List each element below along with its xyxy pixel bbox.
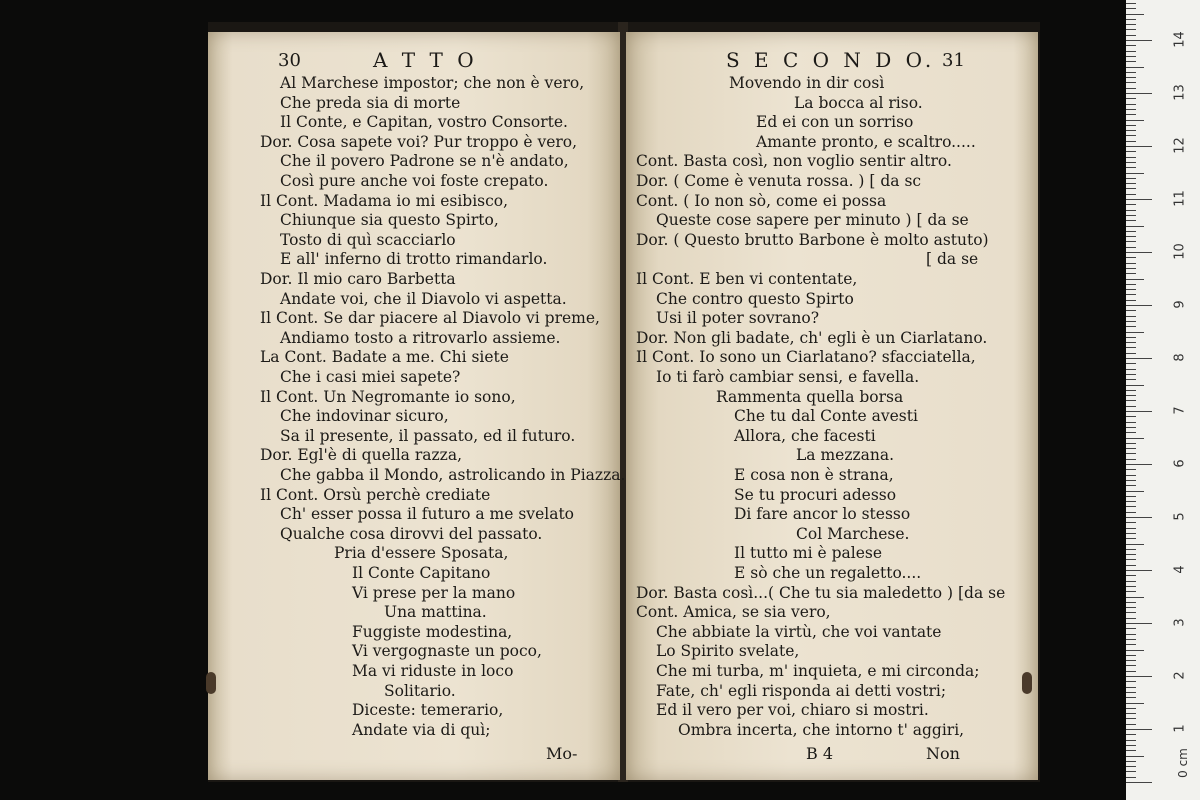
ruler-tick <box>1126 162 1136 163</box>
text-line: Ed ei con un sorriso <box>756 113 914 132</box>
text-line: Che il povero Padrone se n'è andato, <box>280 152 569 171</box>
ruler-tick <box>1126 687 1136 688</box>
ruler-tick <box>1126 385 1144 386</box>
text-line: Rammenta quella borsa <box>716 387 904 406</box>
text-line: Al Marchese impostor; che non è vero, <box>280 74 585 92</box>
ruler-tick <box>1126 104 1136 105</box>
text-line: Solitario. <box>384 681 456 700</box>
ruler-tick <box>1126 77 1136 78</box>
ruler-number: 4 <box>1172 565 1188 574</box>
ruler-number: 5 <box>1172 512 1188 521</box>
ruler-tick <box>1126 703 1144 704</box>
ruler-tick <box>1126 469 1136 470</box>
ruler-tick <box>1126 665 1136 666</box>
ruler-tick <box>1126 448 1136 449</box>
ruler-tick <box>1126 67 1144 68</box>
ruler-tick <box>1126 639 1136 640</box>
ruler-number: 9 <box>1172 300 1188 309</box>
text-line: Il Conte Capitano <box>352 564 491 582</box>
ruler-tick <box>1126 337 1136 338</box>
text-line: Dor. Il mio caro Barbetta <box>260 270 456 288</box>
ruler-tick <box>1126 19 1136 20</box>
text-line: Il Cont. Orsù perchè crediate <box>260 485 491 504</box>
text-line: Che abbiate la virtù, che voi vantate <box>656 622 942 641</box>
ruler-tick <box>1126 125 1136 126</box>
ruler-number: 8 <box>1172 353 1188 362</box>
ruler-number: 10 <box>1172 243 1188 260</box>
ruler-tick <box>1126 756 1144 757</box>
ruler-tick <box>1126 347 1136 348</box>
ruler-tick <box>1126 777 1136 778</box>
text-line: Ed il vero per voi, chiaro si mostri. <box>656 701 929 720</box>
ruler-tick <box>1126 167 1136 168</box>
ruler-tick <box>1126 363 1136 364</box>
ruler-tick <box>1126 188 1136 189</box>
ruler-tick <box>1126 257 1136 258</box>
ruler-tick <box>1126 432 1136 433</box>
text-line: Cont. Amica, se sia vero, <box>636 603 831 622</box>
text-line: Che gabba il Mondo, astrolicando in Piazza. <box>280 466 626 484</box>
ruler-tick <box>1126 692 1136 693</box>
ruler-tick <box>1126 416 1136 417</box>
text-line: Che mi turba, m' inquieta, e mi circonda; <box>656 662 980 680</box>
ruler-tick <box>1126 681 1136 682</box>
ruler-tick <box>1126 56 1136 57</box>
ruler-tick <box>1126 326 1136 327</box>
text-line: Dor. Non gli badate, ch' egli è un Ciarlatano. <box>636 328 988 347</box>
ruler-tick <box>1126 581 1136 582</box>
ruler-tick <box>1126 305 1152 306</box>
ruler-tick <box>1126 554 1136 555</box>
ruler-tick <box>1126 602 1136 603</box>
ruler-tick <box>1126 51 1136 52</box>
ruler-tick <box>1126 533 1136 534</box>
right-catchword: Non <box>926 744 960 763</box>
ruler-tick <box>1126 485 1136 486</box>
text-line: Amante pronto, e scaltro..... <box>756 132 976 151</box>
ruler-tick <box>1126 342 1136 343</box>
ruler-tick <box>1126 379 1136 380</box>
ruler-tick <box>1126 766 1136 767</box>
ruler-tick <box>1126 374 1136 375</box>
ruler-tick <box>1126 655 1136 656</box>
text-line: Che contro questo Spirto <box>656 289 854 308</box>
text-line: Cont. ( Io non sò, come ei possa <box>636 191 887 210</box>
ruler-tick <box>1126 459 1136 460</box>
text-line: Col Marchese. <box>796 524 910 543</box>
text-line: La bocca al riso. <box>794 93 923 112</box>
ruler-tick <box>1126 268 1136 269</box>
ruler-tick <box>1126 517 1152 518</box>
ruler-tick <box>1126 644 1136 645</box>
ruler-tick <box>1126 782 1152 783</box>
ruler-tick <box>1126 35 1136 36</box>
text-line: Qualche cosa dirovvi del passato. <box>280 524 543 543</box>
text-line: E cosa non è strana, <box>734 466 894 484</box>
text-line: Sa il presente, il passato, ed il futuro. <box>280 426 576 445</box>
text-line: Ma vi riduste in loco <box>352 662 514 680</box>
text-line: Il Cont. Madama io mi esibisco, <box>260 191 509 210</box>
ruler-tick <box>1126 316 1136 317</box>
ruler-tick <box>1126 40 1152 41</box>
ruler-tick <box>1126 591 1136 592</box>
left-catchword: Mo- <box>546 744 578 763</box>
text-line: Il Conte, e Capitan, vostro Consorte. <box>280 113 568 132</box>
ruler-tick <box>1126 109 1136 110</box>
ruler-tick <box>1126 623 1152 624</box>
ruler-tick <box>1126 750 1136 751</box>
ruler-tick <box>1126 226 1144 227</box>
ruler-tick <box>1126 88 1136 89</box>
text-line: Di fare ancor lo stesso <box>734 505 911 524</box>
ruler-tick <box>1126 72 1136 73</box>
text-line: Che i casi miei sapete? <box>280 368 461 386</box>
right-page <box>626 32 1038 780</box>
ruler-tick <box>1126 279 1144 280</box>
text-line: Allora, che facesti <box>734 426 876 445</box>
ruler-tick <box>1126 93 1152 94</box>
ruler-tick <box>1126 247 1136 248</box>
ruler-tick <box>1126 146 1152 147</box>
ruler-number: 11 <box>1172 190 1188 207</box>
text-line: Andate via di quì; <box>352 720 491 739</box>
ruler-tick <box>1126 151 1136 152</box>
ruler-tick <box>1126 194 1136 195</box>
ruler-tick <box>1126 745 1136 746</box>
ruler-tick <box>1126 660 1136 661</box>
ruler-tick <box>1126 395 1136 396</box>
ruler-tick <box>1126 61 1136 62</box>
ruler-tick <box>1126 241 1136 242</box>
ruler-tick <box>1126 697 1136 698</box>
ruler-tick <box>1126 284 1136 285</box>
ruler-tick <box>1126 400 1136 401</box>
open-book <box>208 22 1040 782</box>
text-line: Ombra incerta, che intorno t' aggiri, <box>678 720 965 739</box>
ruler-tick <box>1126 411 1152 412</box>
ruler-tick <box>1126 406 1136 407</box>
ruler-tick <box>1126 422 1136 423</box>
ruler-tick <box>1126 120 1144 121</box>
ruler-tick <box>1126 45 1136 46</box>
ruler-tick <box>1126 178 1136 179</box>
ruler-tick <box>1126 369 1136 370</box>
ruler-tick <box>1126 538 1136 539</box>
ruler-tick <box>1126 332 1144 333</box>
text-line: Vi prese per la mano <box>352 583 516 602</box>
text-line: Che preda sia di morte <box>280 93 461 112</box>
ruler-tick <box>1126 114 1136 115</box>
text-line: E all' inferno di trotto rimandarlo. <box>280 250 548 269</box>
ruler-tick <box>1126 565 1136 566</box>
text-line: Cont. Basta così, non voglio sentir altro. <box>636 152 952 171</box>
text-line: Così pure anche voi foste crepato. <box>280 172 549 190</box>
ruler-tick <box>1126 427 1136 428</box>
ruler-tick <box>1126 390 1136 391</box>
ruler-tick <box>1126 544 1144 545</box>
ruler-tick <box>1126 130 1136 131</box>
ruler-tick <box>1126 771 1136 772</box>
ruler-tick <box>1126 321 1136 322</box>
ruler-tick <box>1126 220 1136 221</box>
ruler-tick <box>1126 729 1152 730</box>
text-line: Il Cont. Se dar piacere al Diavolo vi preme, <box>260 309 600 328</box>
text-line: Andiamo tosto a ritrovarlo assieme. <box>280 328 561 347</box>
ruler-number: 1 <box>1172 724 1188 733</box>
ruler-tick <box>1126 310 1136 311</box>
ruler-tick <box>1126 671 1136 672</box>
ruler-tick <box>1126 263 1136 264</box>
text-line: Che tu dal Conte avesti <box>734 407 918 426</box>
ruler-tick <box>1126 98 1136 99</box>
ruler-tick <box>1126 480 1136 481</box>
ruler-tick <box>1126 612 1136 613</box>
text-line: Andate voi, che il Diavolo vi aspetta. <box>280 289 567 308</box>
ruler-tick <box>1126 724 1136 725</box>
text-line: Usi il poter sovrano? <box>656 309 820 328</box>
ruler-number: 13 <box>1172 84 1188 101</box>
ruler-number: 7 <box>1172 406 1188 415</box>
ruler-tick <box>1126 82 1136 83</box>
ruler-tick <box>1126 135 1136 136</box>
ruler-tick <box>1126 597 1144 598</box>
text-line: Il Cont. Un Negromante io sono, <box>260 387 516 406</box>
ruler-tick <box>1126 289 1136 290</box>
ruler-number: 2 <box>1172 671 1188 680</box>
ruler-tick <box>1126 236 1136 237</box>
text-line: Il tutto mi è palese <box>734 544 883 563</box>
ruler-tick <box>1126 300 1136 301</box>
ruler-tick <box>1126 713 1136 714</box>
ruler-tick <box>1126 199 1152 200</box>
ruler-tick <box>1126 586 1136 587</box>
ruler-tick <box>1126 491 1144 492</box>
ruler-number: 6 <box>1172 459 1188 468</box>
ruler-tick <box>1126 157 1136 158</box>
ruler-tick <box>1126 570 1152 571</box>
ruler-tick <box>1126 358 1152 359</box>
ruler-tick <box>1126 204 1136 205</box>
text-line: La Cont. Badate a me. Chi siete <box>260 348 509 367</box>
ruler-tick <box>1126 718 1136 719</box>
ruler-tick <box>1126 453 1136 454</box>
text-line: Dor. ( Come è venuta rossa. ) [ da sc <box>636 172 922 190</box>
ruler-tick <box>1126 740 1136 741</box>
ruler-tick <box>1126 676 1152 677</box>
text-line: [ da se <box>926 250 979 269</box>
text-line: Dor. ( Questo brutto Barbone è molto astuto) <box>636 230 989 249</box>
ruler-tick <box>1126 734 1136 735</box>
ruler-tick <box>1126 141 1136 142</box>
text-line: Diceste: temerario, <box>352 701 504 720</box>
ruler-tick <box>1126 708 1136 709</box>
ruler-tick <box>1126 443 1136 444</box>
ruler-tick <box>1126 549 1136 550</box>
text-line: Che indovinar sicuro, <box>280 407 449 426</box>
text-line: Vi vergognaste un poco, <box>352 642 542 661</box>
ruler-tick <box>1126 475 1136 476</box>
signature-mark: B 4 <box>806 744 834 763</box>
text-line: Dor. Basta così...( Che tu sia maledetto ) [da se <box>636 583 1006 602</box>
text-line: Fate, ch' egli risponda ai detti vostri; <box>656 681 947 700</box>
ruler-tick <box>1126 496 1136 497</box>
ruler-tick <box>1126 8 1136 9</box>
text-line: Dor. Cosa sapete voi? Pur troppo è vero, <box>260 132 578 151</box>
ruler-tick <box>1126 215 1136 216</box>
text-line: Dor. Egl'è di quella razza, <box>260 446 462 465</box>
ruler-tick <box>1126 607 1136 608</box>
binding-hole <box>1022 672 1032 694</box>
ruler-tick <box>1126 3 1136 4</box>
text-line: Fuggiste modestina, <box>352 622 513 641</box>
ruler-tick <box>1126 173 1144 174</box>
ruler-tick <box>1126 501 1136 502</box>
text-line: E sò che un regaletto.... <box>734 564 922 582</box>
ruler-tick <box>1126 650 1144 651</box>
binding-hole <box>206 672 216 694</box>
ruler-tick <box>1126 618 1136 619</box>
text-line: Una mattina. <box>384 603 487 622</box>
text-line: Ch' esser possa il futuro a me svelato <box>280 505 575 524</box>
ruler-tick <box>1126 575 1136 576</box>
ruler-tick <box>1126 464 1152 465</box>
text-line: Tosto di quì scacciarlo <box>280 230 456 249</box>
ruler-tick <box>1126 528 1136 529</box>
left-running-head: A T T O <box>373 48 478 72</box>
measurement-ruler <box>1126 0 1200 800</box>
right-running-head: S E C O N D O. <box>726 48 936 72</box>
ruler-tick <box>1126 522 1136 523</box>
text-line: Il Cont. Io sono un Ciarlatano? sfacciatella, <box>636 348 976 367</box>
text-line: Io ti farò cambiar sensi, e favella. <box>656 368 920 386</box>
text-line: Il Cont. E ben vi contentate, <box>636 270 858 288</box>
text-line: Chiunque sia questo Spirto, <box>280 211 499 230</box>
ruler-tick <box>1126 628 1136 629</box>
ruler-tick <box>1126 231 1136 232</box>
ruler-number: 3 <box>1172 618 1188 627</box>
ruler-tick <box>1126 29 1136 30</box>
text-line: Movendo in dir così <box>729 74 885 92</box>
ruler-tick <box>1126 183 1136 184</box>
right-page-number: 31 <box>942 50 965 71</box>
ruler-number: 14 <box>1172 31 1188 48</box>
ruler-tick <box>1126 438 1144 439</box>
text-line: Se tu procuri adesso <box>734 485 897 504</box>
ruler-tick <box>1126 14 1144 15</box>
ruler-tick <box>1126 210 1136 211</box>
ruler-tick <box>1126 634 1136 635</box>
ruler-tick <box>1126 512 1136 513</box>
ruler-tick <box>1126 273 1136 274</box>
text-line: Lo Spirito svelate, <box>656 642 800 661</box>
ruler-tick <box>1126 24 1136 25</box>
ruler-tick <box>1126 559 1136 560</box>
text-line: Pria d'essere Sposata, <box>334 544 509 563</box>
ruler-number: 12 <box>1172 137 1188 154</box>
ruler-unit-label: 0 cm <box>1175 748 1190 778</box>
text-line: Queste cose sapere per minuto ) [ da se <box>656 211 969 230</box>
left-page-number: 30 <box>278 50 301 71</box>
ruler-tick <box>1126 294 1136 295</box>
ruler-tick <box>1126 353 1136 354</box>
ruler-tick <box>1126 252 1152 253</box>
ruler-tick <box>1126 506 1136 507</box>
ruler-tick <box>1126 761 1136 762</box>
left-page <box>208 32 626 780</box>
text-line: La mezzana. <box>796 446 895 465</box>
